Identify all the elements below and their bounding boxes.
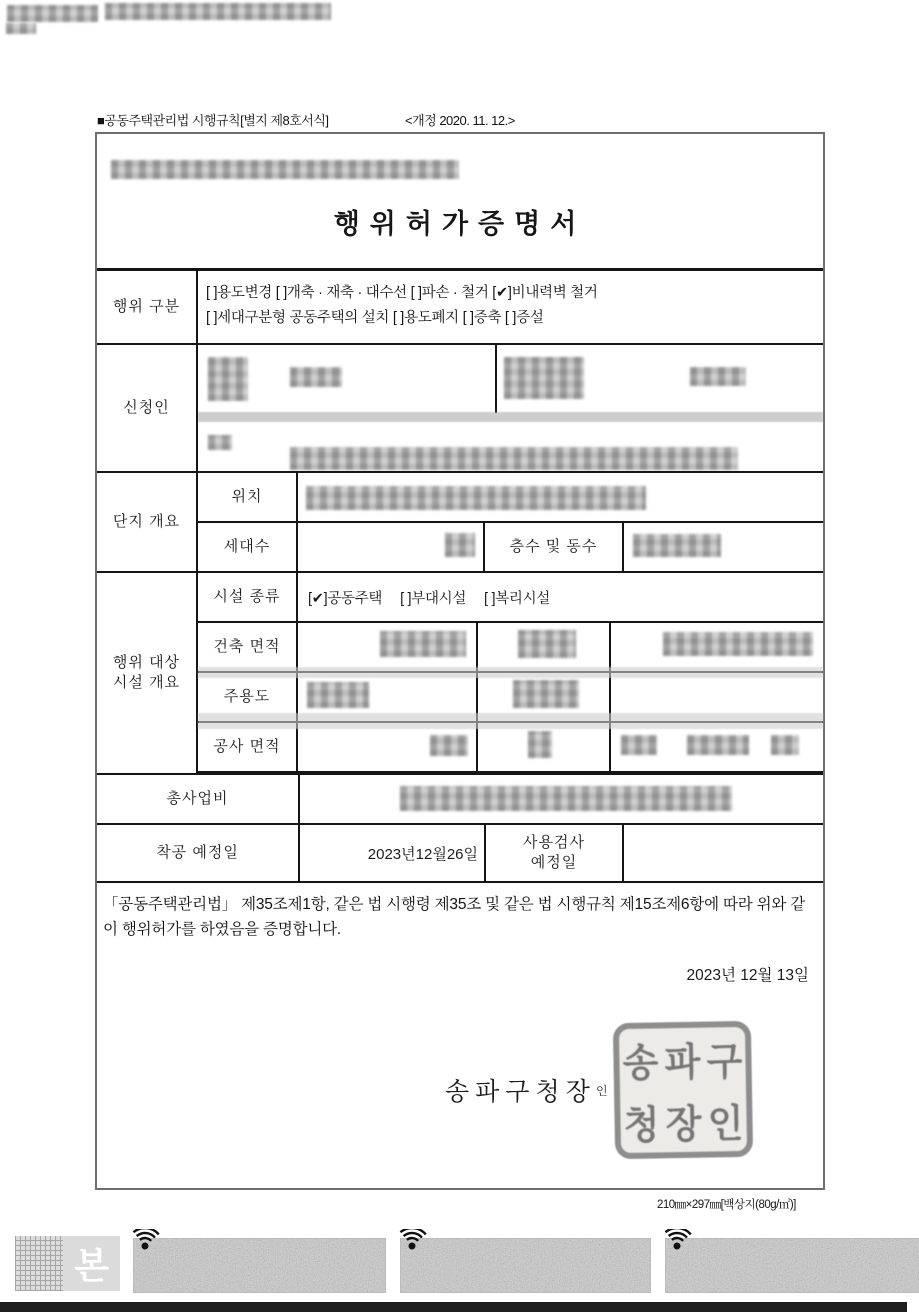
redacted-address-label bbox=[208, 435, 232, 450]
redacted-total-cost bbox=[400, 786, 732, 811]
inspection-date-value-empty bbox=[624, 825, 823, 881]
redacted-document-number bbox=[111, 160, 459, 179]
redacted-band bbox=[198, 713, 823, 729]
row-total-cost bbox=[97, 775, 823, 825]
start-date-label: 착공 예정일 bbox=[97, 825, 300, 881]
scan-edge-bar bbox=[0, 1302, 907, 1312]
facility-type-options: [✔]공동주택 [ ]부대시설 [ ]복리시설 bbox=[308, 590, 551, 607]
certificate-box bbox=[95, 132, 825, 1190]
applicant-label: 신청인 bbox=[97, 345, 198, 471]
floors-label: 층수 및 동수 bbox=[485, 523, 624, 571]
act-type-options-line2: [ ]세대구분형 공동주택의 설치 [ ]용도폐지 [ ]증축 [ ]증설 bbox=[206, 310, 544, 327]
redacted-applicant-name-label bbox=[208, 357, 248, 401]
copy-label: 본 bbox=[74, 1245, 109, 1286]
row-location bbox=[198, 473, 823, 523]
start-date-value: 2023년12월26일 bbox=[367, 845, 478, 863]
inspection-date-label: 사용검사 예정일 bbox=[486, 825, 624, 881]
redacted-header-text bbox=[105, 3, 331, 20]
title-section bbox=[97, 134, 823, 268]
form-reference-line bbox=[97, 110, 827, 129]
redacted-construction-area-3 bbox=[621, 735, 657, 755]
issue-date: 2023년 12월 13일 bbox=[686, 966, 809, 984]
security-grid-pattern bbox=[15, 1236, 63, 1291]
security-noise-band bbox=[665, 1238, 919, 1293]
issuer-name: 송파구청장 bbox=[445, 1078, 596, 1106]
certification-statement: 「공동주택관리법」 제35조제1항, 같은 법 시행령 제35조 및 같은 법 시행규칙 제15조제6항에 따라 위와 같이 행위허가를 하였음을 증명합니다. bbox=[103, 896, 806, 938]
complex-label: 단지 개요 bbox=[97, 473, 198, 571]
copy-protection-wave-icon bbox=[128, 1229, 162, 1263]
row-construction-area bbox=[198, 723, 823, 773]
households-label: 세대수 bbox=[198, 523, 298, 571]
revision-date: <개정 2020. 11. 12.> bbox=[405, 113, 515, 128]
certificate-table bbox=[97, 268, 823, 883]
redacted-location bbox=[306, 486, 646, 510]
redacted-header-text bbox=[7, 5, 98, 22]
row-applicant bbox=[97, 345, 823, 473]
redacted-applicant-birth bbox=[690, 367, 746, 386]
facility-label: 행위 대상 시설 개요 bbox=[97, 573, 198, 773]
redacted-address bbox=[290, 447, 738, 470]
copy-protection-wave-icon bbox=[395, 1229, 429, 1263]
redacted-main-use-1 bbox=[307, 682, 369, 708]
redacted-applicant-birth-label bbox=[504, 357, 584, 399]
redacted-band bbox=[198, 667, 823, 678]
security-noise-band bbox=[400, 1238, 651, 1293]
seal-placeholder: 인 bbox=[596, 1084, 608, 1098]
redacted-header-text bbox=[6, 23, 36, 34]
main-use-label: 주용도 bbox=[198, 673, 298, 721]
redacted-building-area-2 bbox=[518, 630, 576, 658]
applicant-cell-divider bbox=[495, 345, 497, 413]
security-noise-band bbox=[133, 1238, 386, 1293]
redacted-band bbox=[198, 412, 823, 422]
redacted-households-value bbox=[445, 533, 475, 557]
row-act-type bbox=[97, 271, 823, 345]
row-facility-type bbox=[198, 573, 823, 623]
applicant-content bbox=[198, 345, 823, 471]
location-label: 위치 bbox=[198, 473, 298, 521]
row-complex-overview bbox=[97, 473, 823, 573]
redacted-construction-area-2 bbox=[528, 731, 552, 758]
facility-type-label: 시설 종류 bbox=[198, 573, 298, 621]
row-households bbox=[198, 523, 823, 571]
document-title: 행위허가증명서 bbox=[333, 209, 587, 239]
row-facility-overview bbox=[97, 573, 823, 775]
act-type-options bbox=[198, 271, 823, 340]
act-type-options-line1: [ ]용도변경 [ ]개축 · 재축 · 대수선 [ ]파손 · 철거 [✔]비내력벽 철거 bbox=[206, 285, 598, 301]
row-building-area bbox=[198, 623, 823, 673]
copy-protection-chip bbox=[63, 1236, 120, 1291]
redacted-main-use-2 bbox=[513, 680, 579, 708]
redacted-floors-value bbox=[633, 534, 721, 557]
construction-area-label: 공사 면적 bbox=[198, 723, 298, 771]
row-schedule bbox=[97, 825, 823, 883]
redacted-building-area-3 bbox=[663, 632, 813, 656]
redacted-construction-area-4 bbox=[687, 735, 749, 755]
redacted-construction-area-5 bbox=[771, 735, 799, 755]
redacted-applicant-name bbox=[290, 367, 342, 387]
paper-spec: 210㎜×297㎜[백상지(80g/㎡)] bbox=[657, 1199, 796, 1211]
form-reference: ■공동주택관리법 시행규칙[별지 제8호서식] bbox=[97, 113, 329, 128]
act-type-label: 행위 구분 bbox=[97, 271, 198, 343]
total-cost-label: 총사업비 bbox=[97, 775, 300, 823]
official-seal: 송 파 구 청 장 인 bbox=[613, 1021, 753, 1159]
building-area-label: 건축 면적 bbox=[198, 623, 298, 671]
redacted-building-area-1 bbox=[380, 631, 466, 657]
redacted-construction-area-1 bbox=[430, 735, 468, 756]
copy-protection-wave-icon bbox=[660, 1229, 694, 1263]
